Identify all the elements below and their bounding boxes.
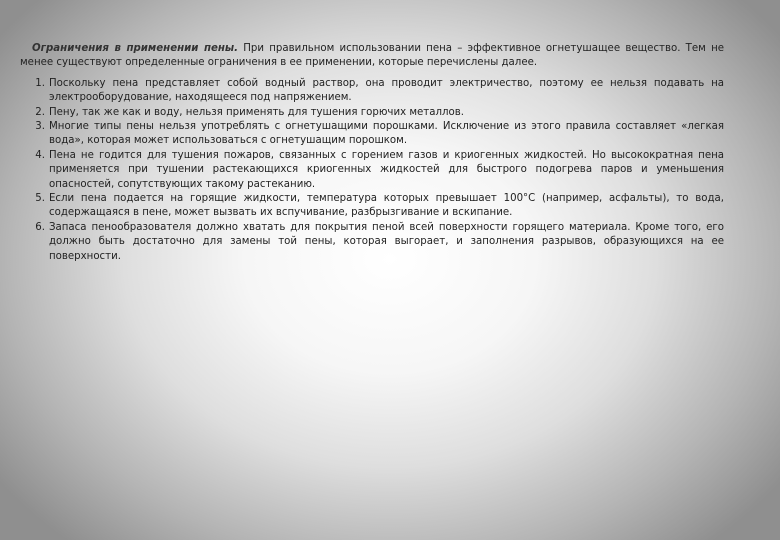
- list-item: [35, 149, 724, 192]
- list-item: [35, 221, 724, 264]
- text-block: [20, 42, 724, 264]
- list-item-text: Поскольку пена представляет собой водный раствор, она проводит электричество, поэтому ее нельзя подавать на электрооборудование, находящееся под напряжением.: [49, 77, 724, 104]
- list-item-number: 5.: [35, 193, 45, 205]
- intro-lead: Ограничения в применении пены.: [32, 43, 239, 54]
- list-item: [35, 192, 724, 221]
- list-item-text: Пена не годится для тушения пожаров, связанных с горением газов и криогенных жидкостей. Но высокократная пена применяется при тушении растекающихся криогенных жидкостей для быстрого подогрева паров и уменьшения опасностей, сопутствующих такому растеканию.: [49, 149, 724, 190]
- list-item: [35, 120, 724, 149]
- list-item-number: 1.: [35, 77, 45, 89]
- list-item: [35, 77, 724, 106]
- intro-paragraph: [20, 42, 724, 71]
- list-item-text: Многие типы пены нельзя употреблять с огнетушащими порошками. Исключение из этого правила составляет «легкая вода», которая может использоваться с огнетушащим порошком.: [49, 121, 724, 147]
- list-item-number: 6.: [35, 221, 45, 233]
- list-item: [35, 106, 724, 120]
- rules-list: [20, 77, 724, 264]
- list-item-number: 3.: [35, 121, 45, 133]
- list-item-text: Пену, так же как и воду, нельзя применять для тушения горючих металлов.: [49, 106, 464, 118]
- list-item-text: Если пена подается на горящие жидкости, температура которых превышает 100°С (например, асфальты), то вода, содержащаяся в пене, может вызвать их вспучивание, разбрызгивание и вскипание.: [49, 193, 724, 219]
- list-item-text: Запаса пенообразователя должно хватать для покрытия пеной всей поверхности горящего материала. Кроме того, его должно быть достаточно для замены той пены, которая выгорает, и заполнения разрывов, образующихся на ее поверхности.: [49, 221, 724, 262]
- list-item-number: 4.: [35, 149, 45, 161]
- intro-text: При правильном использовании пена – эффективное огнетушащее вещество. Тем не менее существуют определенные ограничения в ее применении, которые перечислены далее.: [20, 43, 725, 69]
- list-item-number: 2.: [35, 106, 45, 118]
